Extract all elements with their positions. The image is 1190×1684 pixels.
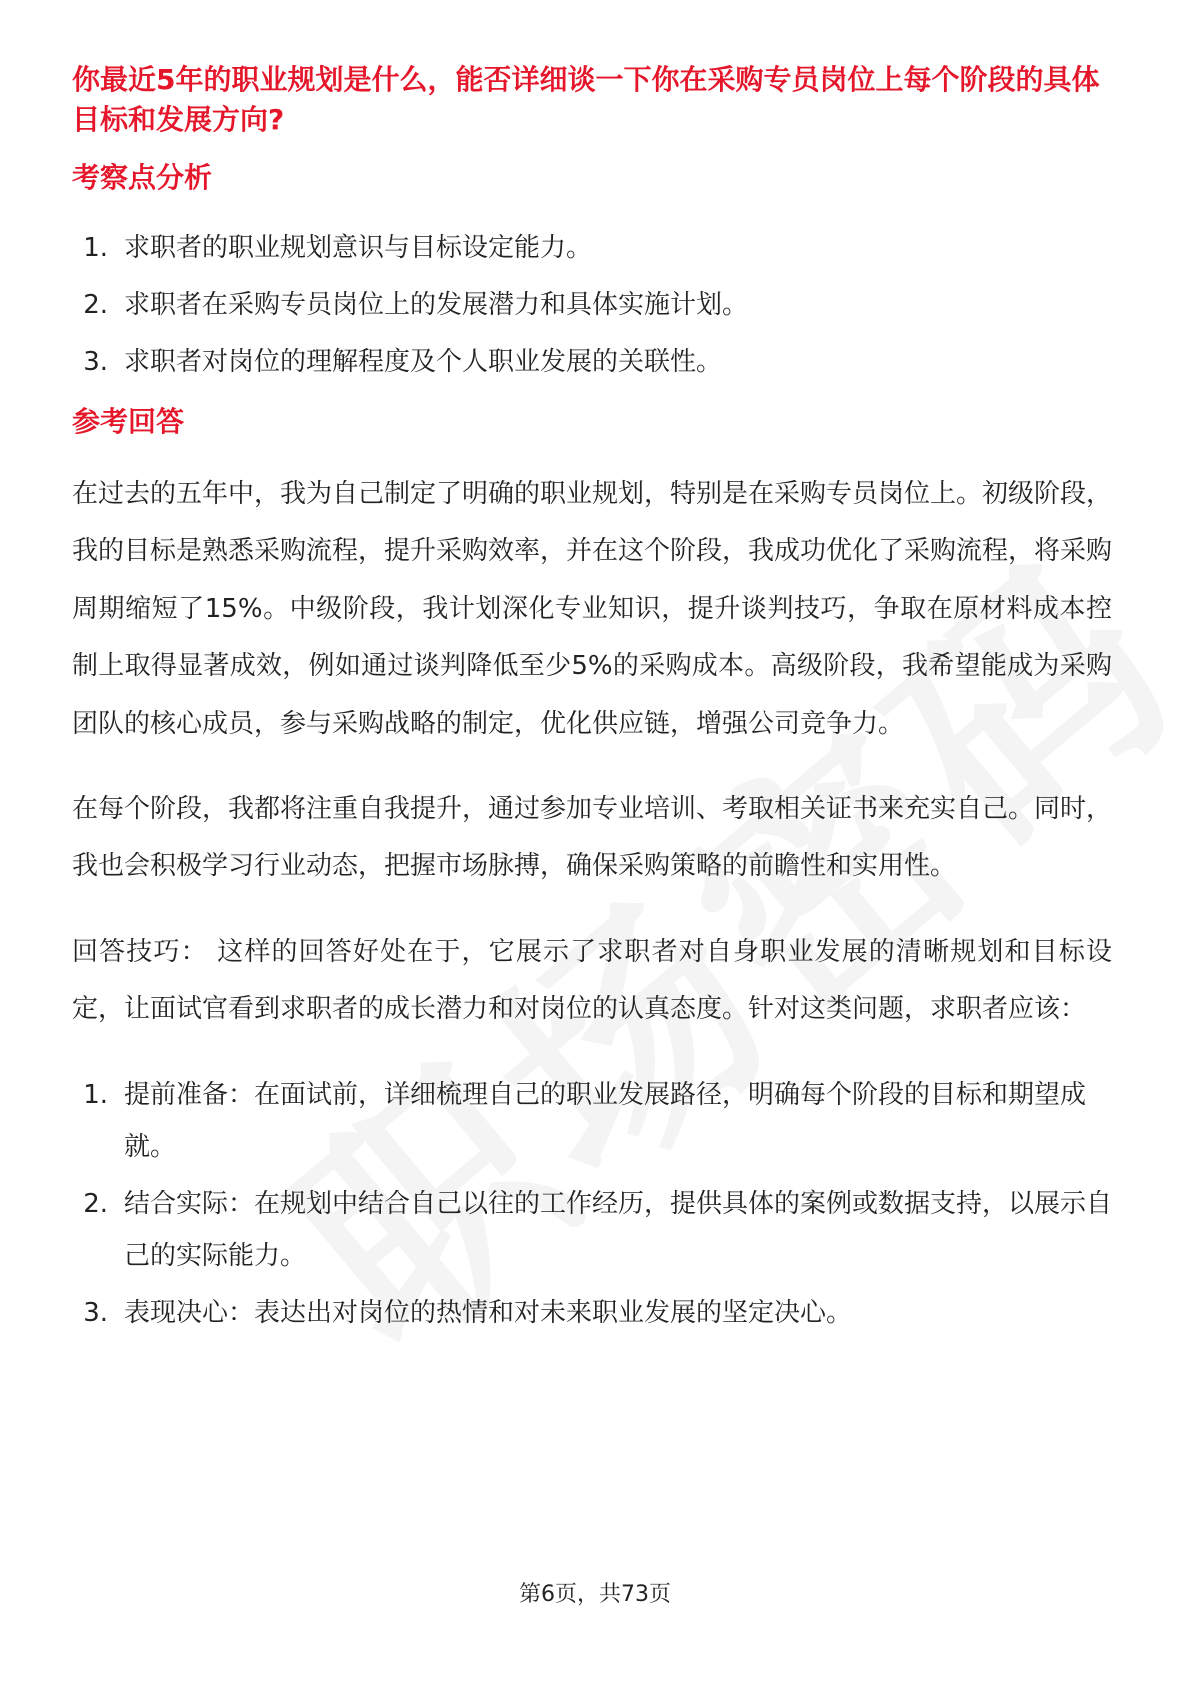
tips-list <box>72 1069 1112 1339</box>
list-text: 求职者的职业规划意识与目标设定能力。 <box>124 233 593 263</box>
list-number: 1. <box>83 233 108 263</box>
list-text: 提前准备：在面试前，详细梳理自己的职业发展路径，明确每个阶段的目标和期望成就。 <box>124 1079 1087 1162</box>
list-number: 3. <box>83 1297 108 1328</box>
list-item <box>72 1287 1112 1339</box>
answer-paragraph: 在每个阶段，我都将注重自我提升，通过参加专业培训、考取相关证书来充实自己。同时，我也会积极学习行业动态，把握市场脉搏，确保采购策略的前瞻性和实用性。 <box>72 794 1113 882</box>
list-item <box>72 285 1112 325</box>
list-number: 1. <box>83 1079 108 1110</box>
list-item <box>72 1178 1112 1282</box>
analysis-list <box>72 228 1112 382</box>
analysis-title: 考察点分析 <box>72 161 213 194</box>
document-page <box>72 60 1112 1344</box>
list-number: 2. <box>83 290 108 320</box>
list-text: 求职者在采购专员岗位上的发展潜力和具体实施计划。 <box>124 290 749 320</box>
page-footer: 第6页，共73页 <box>519 1582 671 1607</box>
list-text: 表现决心：表达出对岗位的热情和对未来职业发展的坚定决心。 <box>124 1297 853 1328</box>
list-number: 3. <box>83 347 108 377</box>
list-number: 2. <box>83 1188 108 1219</box>
list-item <box>72 228 1112 268</box>
answer-paragraph: 在过去的五年中，我为自己制定了明确的职业规划，特别是在采购专员岗位上。初级阶段，我的目标是熟悉采购流程，提升采购效率，并在这个阶段，我成功优化了采购流程，将采购周期缩短了15%。中级阶段，我计划深化专业知识，提升谈判技巧，争取在原材料成本控制上取得显著成效，例如通过谈判降低至少5%的采购成本。高级阶段，我希望能成为采购团队的核心成员，参与采购战略的制定，优化供应链，增强公司竞争力。 <box>72 479 1113 739</box>
list-item <box>72 1069 1112 1173</box>
question-heading: 你最近5年的职业规划是什么，能否详细谈一下你在采购专员岗位上每个阶段的具体目标和发展方向? <box>72 63 1100 136</box>
answer-title: 参考回答 <box>72 405 185 438</box>
answer-tips-intro: 回答技巧： 这样的回答好处在于，它展示了求职者对自身职业发展的清晰规划和目标设定，让面试官看到求职者的成长潜力和对岗位的认真态度。针对这类问题，求职者应该： <box>72 936 1112 1025</box>
list-item <box>72 342 1112 382</box>
list-text: 求职者对岗位的理解程度及个人职业发展的关联性。 <box>124 347 723 377</box>
list-text: 结合实际：在规划中结合自己以往的工作经历，提供具体的案例或数据支持，以展示自己的实际能力。 <box>124 1188 1113 1271</box>
